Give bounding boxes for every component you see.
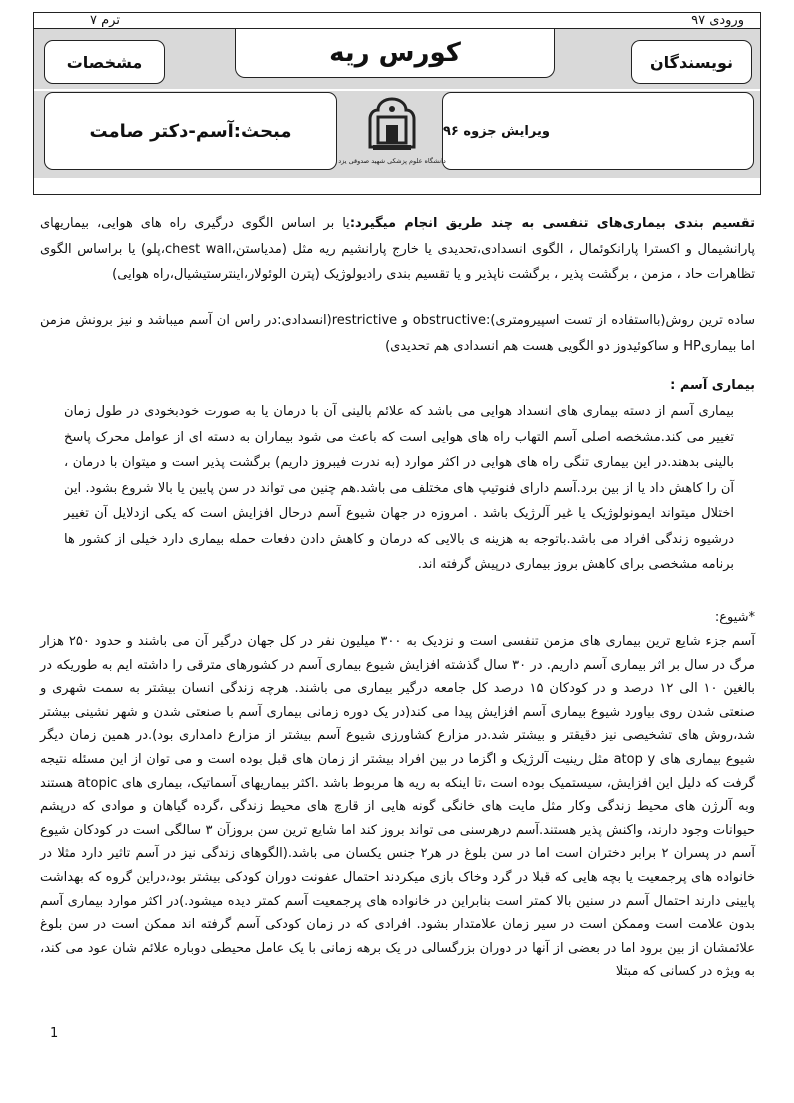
authors-pill: نویسندگان bbox=[631, 40, 752, 84]
topic-label: مبحث:آسم-دکتر صامت bbox=[89, 120, 292, 142]
asthma-heading-wrap bbox=[40, 373, 755, 399]
prevalence-heading-wrap bbox=[40, 605, 755, 631]
header-bottom-rule bbox=[33, 194, 761, 195]
entry-label: ورودی ۹۷ bbox=[691, 13, 744, 28]
asthma-heading: بیماری آسم : bbox=[670, 378, 755, 393]
asthma-text: بیماری آسم از دسته بیماری های انسداد هوایی می باشد که علائم بالینی آن با درمان یا به صورت خودبخودی در طول زمان تغییر می کند.مشخصه اصلی آسم التهاب راه های هوایی است که باعث می شود بیماران به دسته ای از عوامل محرک پاسخ بالینی بدهند.در این بیماری تنگی راه های هوایی در اکثر موارد (به ندرت فیبروز داریم) برگشت پذیر است و میتوان با درمان ، آن را کاهش داد یا از بین برد.آسم دارای فنوتیپ های مختلف می باشد.هم چنین می تواند در سن پایین یا بالا شروع بشود. این اختلال میتواند ایمونولوژیک یا غیر آلرژیک باشد . امروزه در جهان شیوع آسم درحال افزایش است که یکی ازدلایل آن تغییر درشیوه زندگی افراد می باشد.باتوجه به هزینه ی بالایی که درمان و کاهش دادن دفعات حمله بیماری دارد خیلی از کشور ها برنامه مشخصی برای کاهش بروز بیماری درپیش گرفته اند. bbox=[64, 404, 734, 572]
intro-paragraph bbox=[40, 211, 755, 288]
intro-text: یا بر اساس الگوی درگیری راه های هوایی، بیماریهای پارانشیمال و اکسترا پارانکوئمال ، الگوی انسدادی،تحدیدی یا خارج پارانشیم ریه مثل (مدیاستن،chest wall،پلو) یا براساس الگوی تظاهرات حاد ، مزمن ، برگشت پذیر ، برگشت ناپذیر و یا تقسیم بندی رادیولوژیک (پترن الوئولار،اینترستیشیال،راه هوایی) bbox=[40, 216, 755, 282]
university-logo bbox=[338, 95, 446, 170]
term-label: ترم ۷ bbox=[90, 13, 120, 28]
method-text: ساده ترین روش(بااستفاده از تست اسپیرومتری):obstructive و restrictive(انسدادی:در راس ان آسم میباشد و نیز برونش مزمن اما بیماریHP و ساکوئیدوز دو الگویی هست هم انسدادی هم تحدیدی) bbox=[40, 313, 755, 354]
asthma-paragraph bbox=[64, 399, 734, 578]
topic-box bbox=[44, 92, 337, 170]
edition-label: ویرایش جزوه ۹۶ bbox=[443, 123, 550, 139]
page-number: 1 bbox=[50, 1026, 59, 1041]
prevalence-paragraph bbox=[40, 630, 755, 984]
method-paragraph bbox=[40, 308, 755, 359]
specs-pill: مشخصات bbox=[44, 40, 165, 84]
course-title: کورس ریه bbox=[235, 29, 555, 78]
edition-box bbox=[442, 92, 754, 170]
prevalence-text: آسم جزء شایع ترین بیماری های مزمن تنفسی است و نزدیک به ۳۰۰ میلیون نفر در کل جهان درگیر آن می باشند و حدود ۲۵۰ هزار مرگ در سال بر اثر بیماری آسم داریم. در ۳۰ سال گذشته افزایش شیوع بیماری آسم در کشورهای مترقی را داشته ایم به طوریکه در بالغین ۱۰ الی ۱۲ درصد و در کودکان ۱۵ درصد کل جامعه درگیر بیماری می باشند. هرچه زندگی انسان بیشتر به سمت شهری و صنعتی شدن روی بیاورد شیوع بیماری آسم افزایش پیدا می کند(در یک دوره زمانی بیماری آسم با صنعتی شدن و شهر نشینی بیشتر شد،روش های تشخیصی نیز دقیقتر و بیشتر شد.در مزارع کشاورزی شیوع آسم بیشتر از مزارع دامداری بود).در همین زمان دیگر شیوع بیماری های atop y مثل رینیت آلرژیک و اگزما در بین افراد بیشتر از زمان های قبل بوده است و می توان از این مسئله نتیجه گرفت که دلیل این افزایش، سیستمیک بوده است ،تا اینکه به ریه ها مربوط باشد .اکثر بیماریهای آسماتیک، بیماری های atopic هستند وبه آلرژن های محیط زندگی وکار مثل مایت های خانگی گونه هایی از قارچ های محیط زندگی ،گرده گیاهان و موادی که درپشم حیوانات وجود دارند، واکنش پذیر هستند.آسم درهرسنی می تواند بروز کند اما شایع ترین سن بروزآن ۳ سالگی است در کودکان شیوع آسم در پسران ۲ برابر دختران است اما در سن بلوغ در هر۲ جنس یکسان می باشد.(الگوهای زندگی نیز در آسم تاثیر دارد مثلا در خانواده های پرجمعیت یا بچه هایی که قبلا در گرد وخاک بازی میکردند احتمال عفونت دوران کودکی بیشتر بود،دراین گروه که بهداشت پایینی دارند احتمال آسم در سنین بالا کمتر است بنابراین در خانواده های پرجمعیت آسم کمتر دیده میشود.)در اکثر موارد بیماری آسم بدون علامت است وممکن است در سیر زمان علامتدار بشود. افرادی که در زمان کودکی آسم گرفته اند ممکن است در سن بلوغ علائمشان از بین برود اما در بعضی از آنها در دوران بزرگسالی در یک برهه زمانی با یک عامل محیطی دوباره علائم شان عود می کند، به ویژه در کسانی که مبتلا bbox=[40, 634, 756, 980]
intro-bold: تقسیم بندی بیماری‌های تنفسی به چند طریق انجام میگیرد: bbox=[349, 216, 755, 231]
logo-caption: دانشگاه علوم پزشکی شهید صدوقی یزد bbox=[338, 157, 446, 165]
prevalence-heading: *شیوع: bbox=[714, 610, 755, 625]
